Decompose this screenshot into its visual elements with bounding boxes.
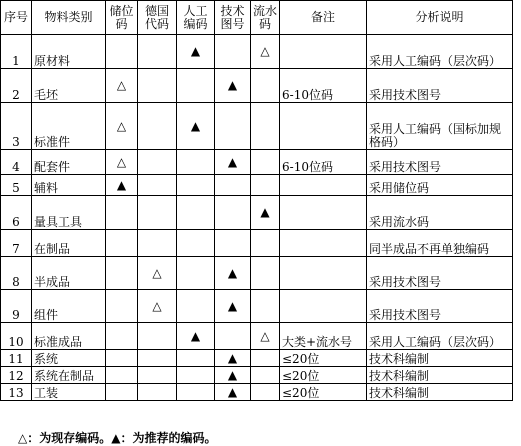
cell-category: 量具工具: [32, 196, 106, 230]
cell-seq: 7: [1, 230, 32, 257]
cell-analysis: 采用技术图号: [367, 150, 513, 175]
cell-note: [280, 230, 367, 257]
cell-tech-drawing: ▲: [215, 257, 251, 290]
cell-seq: 8: [1, 257, 32, 290]
header-analysis: 分析说明: [367, 1, 513, 35]
cell-note: [280, 175, 367, 196]
cell-german-code: [138, 384, 177, 401]
cell-german-code: [138, 150, 177, 175]
cell-german-code: [138, 175, 177, 196]
cell-seq: 5: [1, 175, 32, 196]
cell-serial-code: [251, 384, 280, 401]
cell-manual-code: ▲: [177, 103, 215, 150]
cell-german-code: [138, 367, 177, 384]
table-row: [1, 175, 513, 196]
cell-serial-code: [251, 350, 280, 367]
cell-storage-code: [106, 196, 138, 230]
cell-category: 标准成品: [32, 323, 106, 350]
cell-serial-code: [251, 69, 280, 103]
cell-serial-code: △: [251, 323, 280, 350]
cell-analysis: 采用技术图号: [367, 69, 513, 103]
cell-german-code: [138, 350, 177, 367]
cell-manual-code: [177, 384, 215, 401]
cell-note: [280, 196, 367, 230]
cell-serial-code: [251, 150, 280, 175]
cell-tech-drawing: [215, 35, 251, 69]
cell-category: 标准件: [32, 103, 106, 150]
cell-tech-drawing: ▲: [215, 290, 251, 323]
cell-note: ≤20位: [280, 350, 367, 367]
cell-seq: 3: [1, 103, 32, 150]
cell-german-code: △: [138, 290, 177, 323]
cell-analysis: 技术科编制: [367, 384, 513, 401]
cell-analysis: 采用人工编码（国标加规格码）: [367, 103, 513, 150]
cell-note: 6-10位码: [280, 69, 367, 103]
cell-tech-drawing: [215, 230, 251, 257]
cell-seq: 10: [1, 323, 32, 350]
cell-category: 毛坯: [32, 69, 106, 103]
cell-tech-drawing: ▲: [215, 350, 251, 367]
table-row: [1, 35, 513, 69]
cell-serial-code: [251, 103, 280, 150]
header-category: 物料类别: [32, 1, 106, 35]
cell-category: 系统在制品: [32, 367, 106, 384]
cell-category: 辅料: [32, 175, 106, 196]
cell-serial-code: ▲: [251, 196, 280, 230]
cell-analysis: 采用技术图号: [367, 257, 513, 290]
cell-german-code: [138, 323, 177, 350]
cell-seq: 12: [1, 367, 32, 384]
cell-category: 工装: [32, 384, 106, 401]
header-german-code: 德国代码: [138, 1, 177, 35]
cell-german-code: [138, 103, 177, 150]
table-row: [1, 230, 513, 257]
cell-note: ≤20位: [280, 384, 367, 401]
cell-analysis: 技术科编制: [367, 350, 513, 367]
cell-manual-code: [177, 69, 215, 103]
cell-storage-code: [106, 367, 138, 384]
table-row: [1, 384, 513, 401]
cell-seq: 11: [1, 350, 32, 367]
cell-german-code: [138, 230, 177, 257]
cell-manual-code: ▲: [177, 323, 215, 350]
table-row: [1, 290, 513, 323]
cell-storage-code: [106, 323, 138, 350]
cell-tech-drawing: ▲: [215, 384, 251, 401]
cell-manual-code: ▲: [177, 35, 215, 69]
cell-note: [280, 257, 367, 290]
table-row: [1, 367, 513, 384]
cell-storage-code: △: [106, 103, 138, 150]
cell-serial-code: [251, 175, 280, 196]
cell-manual-code: [177, 257, 215, 290]
cell-storage-code: [106, 35, 138, 69]
cell-analysis: 同半成品不再单独编码: [367, 230, 513, 257]
cell-analysis: 技术科编制: [367, 367, 513, 384]
table-row: [1, 323, 513, 350]
header-manual-code: 人工编码: [177, 1, 215, 35]
cell-storage-code: [106, 384, 138, 401]
table-row: [1, 69, 513, 103]
legend-note: △：为现存编码。▲：为推荐的编码。: [18, 431, 217, 445]
cell-analysis: 采用储位码: [367, 175, 513, 196]
header-note: 备注: [280, 1, 367, 35]
cell-category: 在制品: [32, 230, 106, 257]
cell-serial-code: [251, 290, 280, 323]
cell-analysis: 采用人工编码（层次码）: [367, 323, 513, 350]
cell-tech-drawing: [215, 103, 251, 150]
cell-seq: 9: [1, 290, 32, 323]
cell-serial-code: [251, 230, 280, 257]
cell-category: 原材料: [32, 35, 106, 69]
cell-german-code: [138, 35, 177, 69]
table-header-row: [1, 1, 513, 35]
cell-german-code: △: [138, 257, 177, 290]
header-storage-code: 储位码: [106, 1, 138, 35]
table-body: [1, 35, 513, 401]
cell-storage-code: [106, 230, 138, 257]
cell-german-code: [138, 69, 177, 103]
cell-storage-code: [106, 290, 138, 323]
cell-storage-code: ▲: [106, 175, 138, 196]
table-row: [1, 150, 513, 175]
table-row: [1, 257, 513, 290]
cell-analysis: 采用人工编码（层次码）: [367, 35, 513, 69]
cell-manual-code: [177, 150, 215, 175]
cell-manual-code: [177, 290, 215, 323]
cell-note: [280, 290, 367, 323]
cell-tech-drawing: ▲: [215, 150, 251, 175]
cell-category: 配套件: [32, 150, 106, 175]
cell-german-code: [138, 196, 177, 230]
header-tech-drawing: 技术图号: [215, 1, 251, 35]
table-row: [1, 350, 513, 367]
table-row: [1, 196, 513, 230]
cell-note: 6-10位码: [280, 150, 367, 175]
cell-tech-drawing: ▲: [215, 69, 251, 103]
cell-manual-code: [177, 367, 215, 384]
cell-serial-code: [251, 367, 280, 384]
cell-seq: 13: [1, 384, 32, 401]
cell-seq: 2: [1, 69, 32, 103]
cell-analysis: 采用流水码: [367, 196, 513, 230]
header-seq: 序号: [1, 1, 32, 35]
cell-manual-code: [177, 350, 215, 367]
table-row: [1, 103, 513, 150]
cell-seq: 4: [1, 150, 32, 175]
cell-tech-drawing: [215, 196, 251, 230]
cell-storage-code: [106, 350, 138, 367]
cell-category: 半成品: [32, 257, 106, 290]
header-serial-code: 流水码: [251, 1, 280, 35]
cell-manual-code: [177, 230, 215, 257]
cell-seq: 6: [1, 196, 32, 230]
cell-tech-drawing: [215, 175, 251, 196]
cell-category: 系统: [32, 350, 106, 367]
cell-analysis: 采用技术图号: [367, 290, 513, 323]
cell-manual-code: [177, 196, 215, 230]
cell-serial-code: [251, 257, 280, 290]
cell-tech-drawing: [215, 323, 251, 350]
cell-note: 大类+流水号: [280, 323, 367, 350]
cell-storage-code: [106, 257, 138, 290]
cell-note: [280, 103, 367, 150]
cell-category: 组件: [32, 290, 106, 323]
cell-serial-code: △: [251, 35, 280, 69]
cell-tech-drawing: ▲: [215, 367, 251, 384]
cell-manual-code: [177, 175, 215, 196]
cell-note: ≤20位: [280, 367, 367, 384]
cell-seq: 1: [1, 35, 32, 69]
cell-storage-code: △: [106, 150, 138, 175]
cell-storage-code: △: [106, 69, 138, 103]
cell-note: [280, 35, 367, 69]
